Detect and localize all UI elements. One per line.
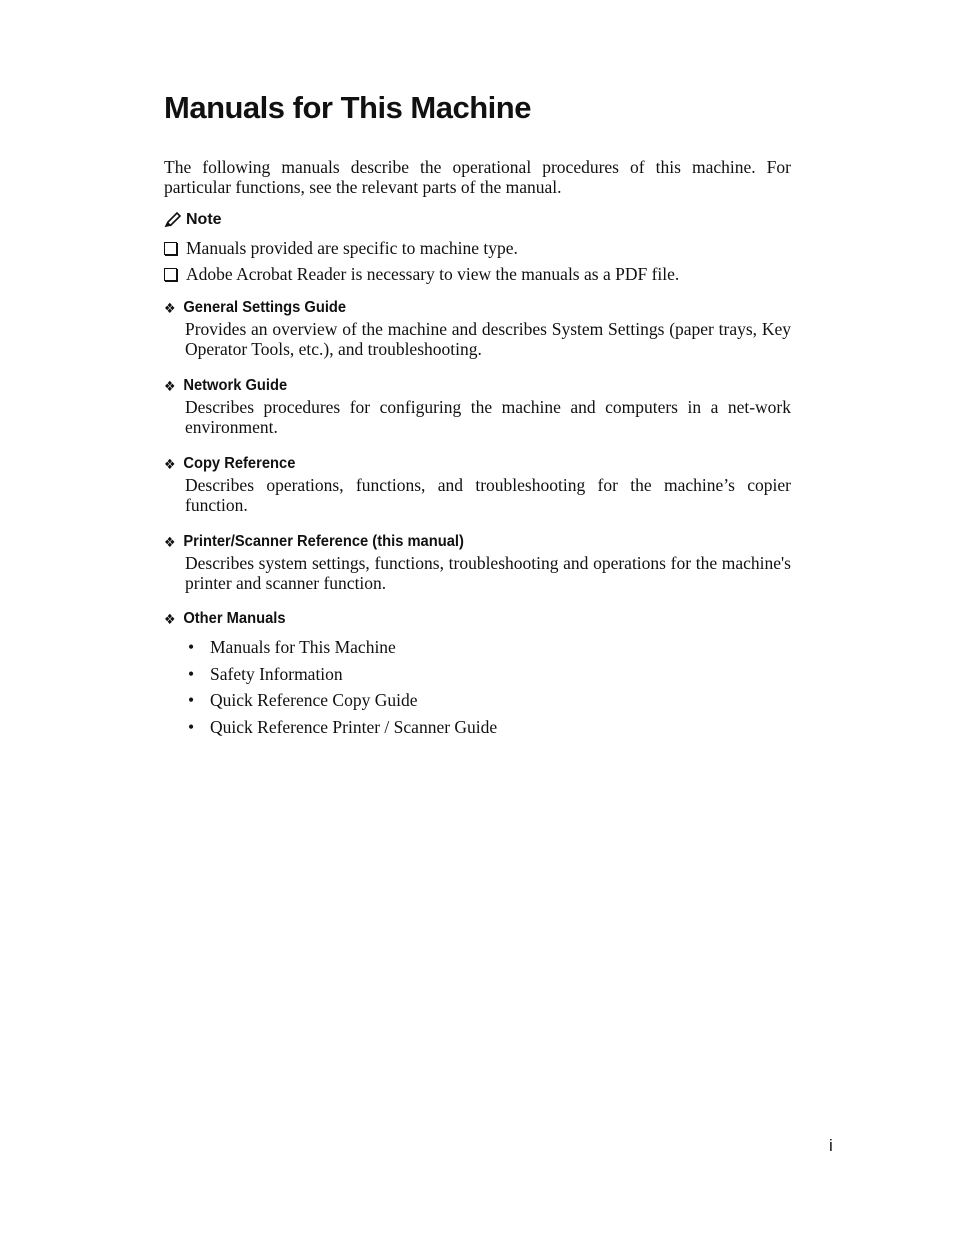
- note-item-text: Manuals provided are specific to machine type.: [186, 238, 518, 258]
- diamond-bullet-icon: ❖: [164, 533, 176, 550]
- list-item: [185, 661, 791, 688]
- list-item: [185, 714, 791, 741]
- diamond-bullet-icon: ❖: [164, 299, 176, 316]
- note-item: [164, 235, 791, 261]
- checkbox-icon: [164, 242, 177, 255]
- section-printer-scanner-reference: [164, 531, 791, 593]
- list-item: [185, 634, 791, 661]
- section-other-manuals: [164, 608, 791, 741]
- section-heading: [164, 453, 741, 475]
- section-heading-label: Other Manuals: [183, 610, 286, 627]
- section-heading-label: Network Guide: [183, 377, 288, 394]
- note-item-text: Adobe Acrobat Reader is necessary to view the manuals as a PDF file.: [186, 264, 680, 284]
- bullet-icon: •: [188, 717, 195, 738]
- section-heading: [164, 608, 741, 630]
- checkbox-icon: [164, 268, 177, 281]
- bullet-icon: •: [188, 690, 195, 711]
- list-item-text: Safety Information: [210, 663, 343, 684]
- bullet-icon: •: [188, 637, 195, 657]
- section-network-guide: [164, 375, 791, 437]
- note-list: [164, 235, 791, 287]
- other-manuals-list: [185, 634, 791, 741]
- list-item-text: Quick Reference Copy Guide: [210, 690, 418, 711]
- section-body: Describes operations, functions, and troubleshooting for the machine’s copier function.: [185, 475, 791, 515]
- section-copy-reference: [164, 453, 791, 515]
- bullet-icon: •: [188, 663, 195, 684]
- list-item-text: Quick Reference Printer / Scanner Guide: [210, 717, 498, 738]
- section-heading: [164, 297, 741, 319]
- pencil-icon: [164, 212, 182, 228]
- page-number: i: [829, 1136, 833, 1155]
- section-heading: [164, 375, 741, 397]
- intro-paragraph: The following manuals describe the operational procedures of this machine. For particular functions, see the relevant parts of the manual.: [164, 157, 791, 197]
- note-heading-label: Note: [186, 211, 222, 228]
- list-item-text: Manuals for This Machine: [210, 637, 396, 657]
- section-heading-label: General Settings Guide: [183, 299, 347, 316]
- section-heading-label: Copy Reference: [183, 455, 296, 472]
- note-item: [164, 261, 791, 287]
- section-body: Provides an overview of the machine and describes System Settings (paper trays, Key Operator Tools, etc.), and troubleshooting.: [185, 319, 791, 359]
- diamond-bullet-icon: ❖: [164, 455, 176, 472]
- note-heading: [164, 211, 222, 229]
- section-heading-label: Printer/Scanner Reference (this manual): [183, 533, 464, 550]
- diamond-bullet-icon: ❖: [164, 377, 176, 394]
- section-body: Describes procedures for configuring the machine and computers in a net-work environment.: [185, 397, 791, 437]
- section-general-settings-guide: [164, 297, 791, 359]
- section-body: Describes system settings, functions, troubleshooting and operations for the machine's printer and scanner function.: [185, 553, 791, 593]
- page-title: Manuals for This Machine: [164, 90, 531, 125]
- section-heading: [164, 531, 741, 553]
- list-item: [185, 687, 791, 714]
- diamond-bullet-icon: ❖: [164, 610, 176, 627]
